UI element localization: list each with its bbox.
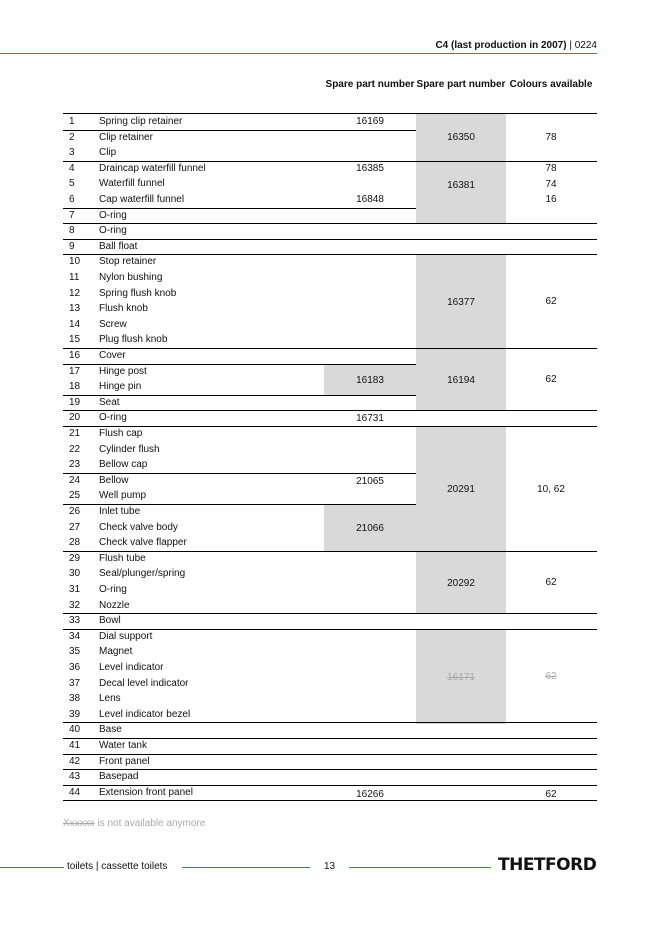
col-header-spare-a: Spare part number [325, 79, 415, 90]
row-number: 36 [69, 662, 81, 673]
row-description: Hinge post [99, 365, 147, 377]
row-number: 19 [69, 396, 81, 408]
row-number: 2 [69, 131, 75, 143]
row-description: Check valve body [99, 521, 178, 533]
table-row [63, 317, 597, 333]
row-separator [63, 769, 597, 770]
row-separator [63, 410, 597, 411]
row-description: Level indicator [99, 662, 164, 673]
row-description: Magnet [99, 646, 133, 658]
table-row [63, 566, 597, 582]
header-title: C4 (last production in 2007) [435, 40, 567, 51]
table-row [63, 364, 597, 380]
row-description: Flush knob [99, 303, 148, 315]
spare-b-29-32: 20292 [416, 552, 506, 614]
table-row [63, 691, 597, 707]
row-separator [63, 629, 597, 630]
table-row [63, 582, 597, 598]
row-description: Bellow cap [99, 459, 148, 471]
row-number: 41 [69, 740, 81, 751]
row-separator [63, 754, 597, 755]
row-number: 22 [69, 443, 81, 455]
row-separator [63, 613, 597, 614]
row-number: 6 [69, 194, 75, 205]
row-separator-partial [63, 395, 416, 396]
row-description: Flush tube [99, 552, 146, 564]
footer-rule-right [349, 867, 491, 868]
row-description: Seal/plunger/spring [99, 568, 186, 580]
page-header [435, 40, 597, 51]
row-number: 23 [69, 459, 81, 471]
table-row [63, 286, 597, 302]
row-number: 43 [69, 771, 81, 783]
table-row [63, 348, 597, 364]
row-description: Front panel [99, 755, 150, 767]
row-description: Plug flush knob [99, 334, 168, 346]
row-number: 32 [69, 599, 81, 611]
row-description: Nylon bushing [99, 272, 163, 283]
row-number: 27 [69, 521, 81, 533]
spare-a-1: 16169 [356, 116, 384, 127]
row-description: Nozzle [99, 599, 130, 611]
row-description: Base [99, 724, 122, 736]
spare-b-21-28: 20291 [416, 427, 506, 552]
row-description: Basepad [99, 771, 139, 783]
table-row [63, 145, 597, 161]
table-row [63, 707, 597, 723]
row-description: Waterfill funnel [99, 178, 165, 190]
table-row [63, 395, 597, 411]
table-row [63, 676, 597, 692]
row-number: 1 [69, 116, 75, 127]
row-number: 37 [69, 677, 81, 689]
table-row [63, 629, 597, 645]
row-separator [63, 348, 597, 349]
footer-rule-mid [182, 867, 310, 868]
colour-1-3: 78 [545, 132, 557, 143]
row-description: Bellow [99, 474, 129, 486]
row-number: 34 [69, 630, 81, 642]
row-description: Ball float [99, 240, 138, 252]
row-separator [63, 785, 597, 786]
row-description: Clip retainer [99, 131, 153, 143]
row-number: 39 [69, 708, 81, 720]
row-number: 35 [69, 646, 81, 658]
table-row [63, 130, 597, 146]
row-number: 7 [69, 209, 75, 221]
row-number: 29 [69, 552, 81, 564]
spare-a-24: 21065 [356, 476, 384, 487]
colour-34-39: 62 [545, 671, 557, 682]
spare-a-44: 16266 [356, 789, 384, 800]
row-description: Bowl [99, 615, 121, 627]
row-separator [63, 161, 597, 162]
table-row [63, 192, 597, 208]
table-row [63, 270, 597, 286]
legend-text: is not available anymore [97, 818, 206, 829]
row-description: Well pump [99, 490, 147, 502]
table-row [63, 738, 597, 754]
row-description: Stop retainer [99, 256, 157, 268]
row-separator [63, 239, 597, 240]
row-description: Cap waterfill funnel [99, 194, 185, 205]
row-description: O-ring [99, 209, 127, 221]
table-row [63, 332, 597, 348]
row-number: 5 [69, 178, 75, 190]
row-description: Extension front panel [99, 786, 193, 798]
table-row [63, 722, 597, 738]
table-row [63, 239, 597, 255]
spare-a-20: 16731 [356, 413, 384, 424]
table-row [63, 535, 597, 551]
row-number: 13 [69, 303, 81, 315]
row-description: Seat [99, 396, 120, 408]
row-separator-partial [63, 130, 416, 131]
row-description: Water tank [99, 740, 147, 751]
table-row [63, 644, 597, 660]
spare-a-4: 16385 [356, 163, 384, 174]
row-number: 15 [69, 334, 81, 346]
spare-b-1-3: 16350 [416, 114, 506, 161]
spare-b-10-15: 16377 [416, 255, 506, 349]
row-separator-partial [63, 473, 416, 474]
spare-b-16-19: 16194 [416, 349, 506, 411]
table-row [63, 410, 597, 426]
row-number: 14 [69, 318, 81, 330]
table-row [63, 613, 597, 629]
row-number: 30 [69, 568, 81, 580]
colour-29-32: 62 [545, 577, 557, 588]
colour-6: 16 [545, 194, 557, 205]
table-row [63, 504, 597, 520]
col-header-colours: Colours available [509, 79, 593, 90]
table-row [63, 598, 597, 614]
table-row [63, 223, 597, 239]
footer-rule-left [0, 867, 64, 868]
legend [63, 818, 205, 829]
row-number: 24 [69, 474, 81, 486]
row-number: 28 [69, 537, 81, 549]
row-number: 9 [69, 240, 75, 252]
row-number: 17 [69, 365, 81, 377]
thetford-logo: THETFORD [498, 855, 597, 875]
table-row [63, 254, 597, 270]
table-row [63, 473, 597, 489]
row-number: 20 [69, 412, 81, 424]
colour-21-28: 10, 62 [537, 484, 565, 495]
colour-5: 74 [545, 179, 557, 190]
row-description: Hinge pin [99, 381, 142, 393]
table-row [63, 442, 597, 458]
row-number: 25 [69, 490, 81, 502]
row-description: Lens [99, 693, 121, 705]
header-code: 0224 [574, 40, 597, 51]
row-number: 40 [69, 724, 81, 736]
header-rule [0, 53, 597, 54]
row-number: 10 [69, 256, 81, 268]
table-row [63, 457, 597, 473]
row-description: Inlet tube [99, 506, 141, 517]
table-row [63, 660, 597, 676]
row-number: 38 [69, 693, 81, 705]
row-description: O-ring [99, 412, 127, 424]
row-separator [63, 426, 597, 427]
row-description: Screw [99, 318, 127, 330]
table-row [63, 161, 597, 177]
table-row [63, 208, 597, 224]
row-number: 12 [69, 287, 81, 299]
table-row [63, 769, 597, 785]
table-row [63, 754, 597, 770]
table-row [63, 551, 597, 567]
row-separator [63, 738, 597, 739]
row-number: 3 [69, 147, 75, 159]
row-description: Flush cap [99, 428, 143, 439]
row-description: Draincap waterfill funnel [99, 162, 206, 174]
row-number: 33 [69, 615, 81, 627]
table-row [63, 426, 597, 442]
table-row [63, 114, 597, 130]
row-number: 42 [69, 755, 81, 767]
colour-16-19: 62 [545, 374, 557, 385]
row-separator-partial [63, 208, 416, 209]
row-description: Spring flush knob [99, 287, 177, 299]
row-number: 21 [69, 428, 81, 439]
footer-text: toilets | cassette toilets [67, 861, 168, 872]
row-number: 44 [69, 786, 81, 798]
row-separator-partial [63, 364, 416, 365]
row-description: O-ring [99, 225, 127, 237]
col-header-spare-b: Spare part number [416, 79, 506, 90]
page-number: 13 [324, 861, 336, 872]
row-description: Clip [99, 147, 117, 159]
row-description: Spring clip retainer [99, 116, 183, 127]
row-description: Dial support [99, 630, 153, 642]
row-separator [63, 223, 597, 224]
row-separator-partial [63, 504, 416, 505]
row-description: O-ring [99, 584, 127, 595]
row-description: Cover [99, 350, 126, 361]
table-row [63, 488, 597, 504]
spare-b-4-7-value: 16381 [447, 179, 475, 191]
row-description: Check valve flapper [99, 537, 187, 549]
colour-4: 78 [545, 163, 557, 174]
spare-a-26-28: 21066 [324, 505, 416, 552]
spare-a-6: 16848 [356, 194, 384, 205]
row-number: 8 [69, 225, 75, 237]
spare-a-17-18: 16183 [324, 365, 416, 396]
legend-sample: Xxxxxx [63, 818, 95, 829]
row-number: 4 [69, 162, 75, 174]
row-number: 16 [69, 350, 81, 361]
header-separator: | [569, 40, 572, 51]
row-separator [63, 722, 597, 723]
table-row [63, 520, 597, 536]
table-row [63, 379, 597, 395]
row-separator [63, 551, 597, 552]
table-row [63, 785, 597, 801]
table-row [63, 176, 597, 192]
row-description: Level indicator bezel [99, 708, 191, 720]
row-separator [63, 254, 597, 255]
row-description: Cylinder flush [99, 443, 160, 455]
table-row [63, 301, 597, 317]
row-separator [63, 800, 597, 801]
row-number: 26 [69, 506, 81, 517]
row-number: 31 [69, 584, 81, 595]
colour-44: 62 [545, 789, 557, 800]
colour-10-15: 62 [545, 296, 557, 307]
spare-b-34-39-value: 16171 [447, 671, 475, 683]
row-description: Decal level indicator [99, 677, 189, 689]
row-number: 11 [69, 272, 80, 283]
row-number: 18 [69, 381, 81, 393]
